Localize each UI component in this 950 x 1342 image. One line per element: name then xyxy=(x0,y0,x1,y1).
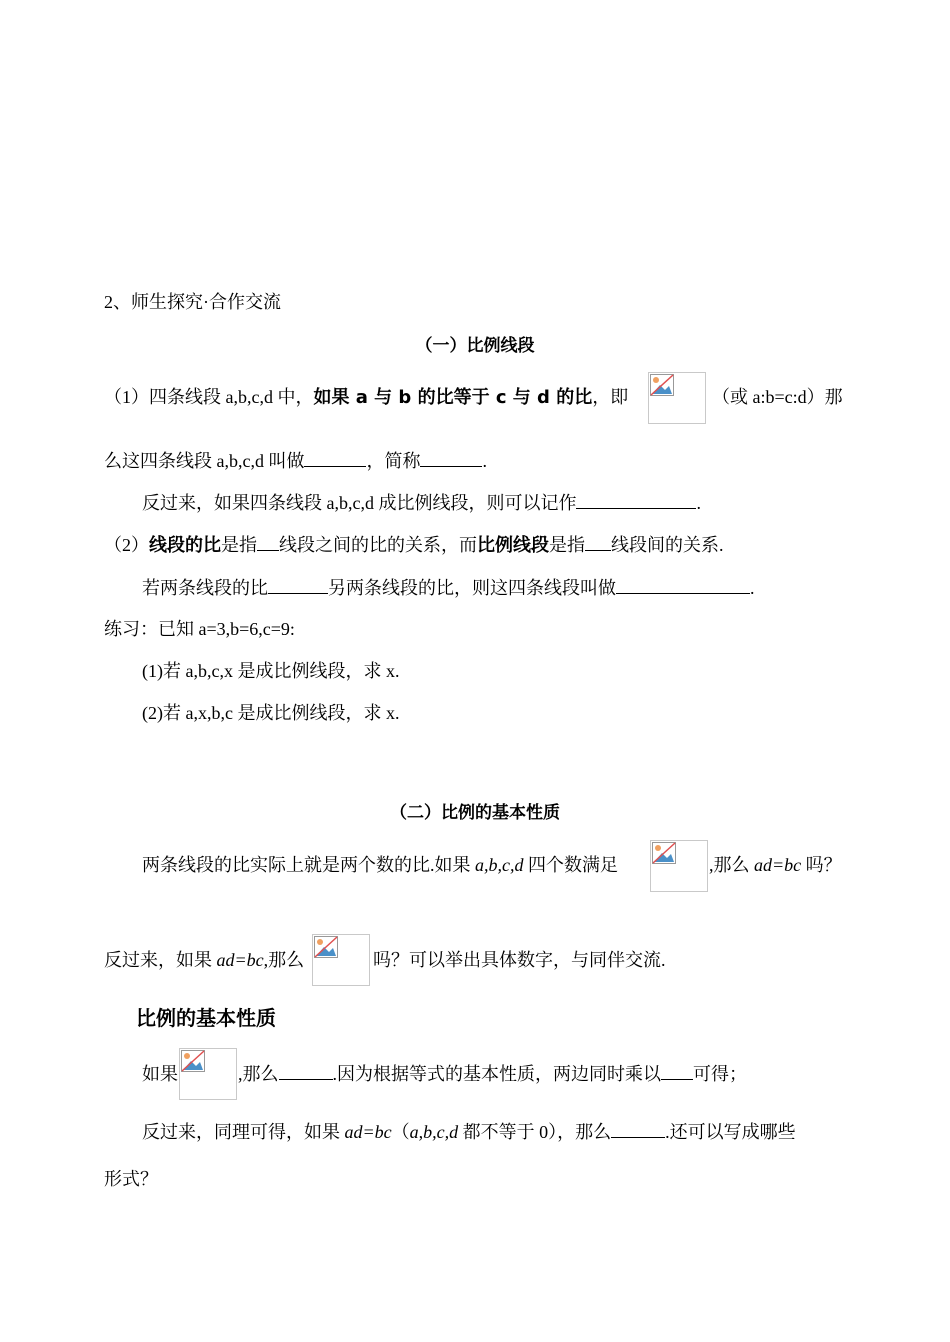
property-question-end xyxy=(709,853,842,877)
ratio-emphasis: 线段的比 xyxy=(149,535,221,556)
equal-ratio-end: . xyxy=(750,578,755,598)
answer-blank xyxy=(585,533,611,551)
property-text: 两条线段的比实际上就是两个数的比.如果 xyxy=(142,855,475,875)
converse-proof-text: 反过来，同理可得，如果 xyxy=(142,1122,345,1142)
practice-question-2: (2)若 a,x,b,c 是成比例线段，求 x. xyxy=(142,703,400,723)
practice-question-1: (1)若 a,b,c,x 是成比例线段，求 x. xyxy=(142,661,400,681)
answer-blank xyxy=(279,1062,333,1080)
forms-question: 形式？ xyxy=(104,1169,158,1189)
equation: ad=bc xyxy=(754,855,802,875)
answer-blank xyxy=(257,533,279,551)
definition-text-6: . xyxy=(482,451,487,471)
ratio-text-2: 是指 xyxy=(221,535,257,555)
converse-question-text: 反过来，如果 xyxy=(104,950,217,970)
answer-blank xyxy=(661,1062,693,1080)
part1-title: （一）比例线段 xyxy=(415,336,535,356)
property-question-line xyxy=(142,853,618,877)
equal-ratio-text-2: 另两条线段的比，则这四条线段叫做 xyxy=(328,578,616,598)
image-placeholder-icon xyxy=(314,936,338,958)
converse-end: . xyxy=(696,493,701,513)
answer-blank xyxy=(420,449,482,467)
definition-text-5: ，简称 xyxy=(366,451,421,471)
proof-text-2: .因为根据等式的基本性质，两边同时乘以 xyxy=(332,1064,661,1084)
answer-blank xyxy=(576,491,696,509)
equation: ad=bc xyxy=(216,950,264,970)
formula-image-3 xyxy=(312,934,370,986)
ratio-text: （2） xyxy=(104,535,149,555)
definition-emphasis: 如果 a 与 b 的比等于 c 与 d 的比 xyxy=(313,387,593,408)
ratio-text-4: 是指 xyxy=(549,535,585,555)
answer-blank xyxy=(611,1120,665,1138)
equation: ad=bc xyxy=(344,1122,392,1142)
property-text-4: 吗？ xyxy=(801,855,842,875)
formula-image-4 xyxy=(179,1048,237,1100)
equal-ratio-text: 若两条线段的比 xyxy=(142,578,268,598)
definition-line-1 xyxy=(104,385,628,410)
proof-text-3: 可得； xyxy=(693,1064,747,1084)
converse-proof-line xyxy=(142,1120,796,1144)
definition-text-2: ，即 xyxy=(592,387,629,407)
definition-line-2 xyxy=(104,449,487,473)
definition-text-3: （或 a:b=c:d）那 xyxy=(712,387,843,407)
proof-text: ,那么 xyxy=(238,1064,279,1084)
property-heading: 比例的基本性质 xyxy=(136,1006,276,1030)
equal-ratio-line xyxy=(142,576,755,600)
converse-proof-text-3: .还可以写成哪些 xyxy=(665,1122,796,1142)
variables: a,b,c,d xyxy=(409,1122,459,1142)
definition-text: （1）四条线段 a,b,c,d 中， xyxy=(104,387,314,407)
converse-line xyxy=(142,491,701,515)
image-placeholder-icon xyxy=(652,842,676,864)
proof-line-start: 如果 xyxy=(142,1064,178,1084)
answer-blank xyxy=(268,576,328,594)
image-placeholder-icon xyxy=(181,1050,205,1072)
definition-text-4: 么这四条线段 a,b,c,d 叫做 xyxy=(104,451,305,471)
section-title: 2、师生探究·合作交流 xyxy=(104,292,281,312)
answer-blank xyxy=(616,576,750,594)
variables: a,b,c,d xyxy=(475,855,524,875)
practice-intro: 练习：已知 a=3,b=6,c=9: xyxy=(104,619,295,639)
formula-image-2 xyxy=(650,840,708,892)
proportional-emphasis: 比例线段 xyxy=(477,535,549,556)
ratio-definition-line xyxy=(104,533,724,558)
converse-question-line xyxy=(104,948,304,972)
proof-line xyxy=(238,1062,747,1086)
property-text-2: 四个数满足 xyxy=(523,855,618,875)
ratio-text-3: 线段之间的比的关系，而 xyxy=(279,535,477,555)
part2-title: （二）比例的基本性质 xyxy=(390,803,560,823)
converse-text: 反过来，如果四条线段 a,b,c,d 成比例线段，则可以记作 xyxy=(142,493,577,513)
image-placeholder-icon xyxy=(650,374,674,396)
converse-question-end: 吗？可以举出具体数字，与同伴交流. xyxy=(373,950,666,970)
paren-open: （ xyxy=(391,1122,410,1142)
formula-image-1 xyxy=(648,372,706,424)
property-text-3: ,那么 xyxy=(709,855,754,875)
ratio-text-5: 线段间的关系. xyxy=(611,535,724,555)
converse-question-text-2: ,那么 xyxy=(263,950,305,970)
answer-blank xyxy=(304,449,366,467)
converse-proof-text-2: 都不等于 0），那么 xyxy=(458,1122,612,1142)
